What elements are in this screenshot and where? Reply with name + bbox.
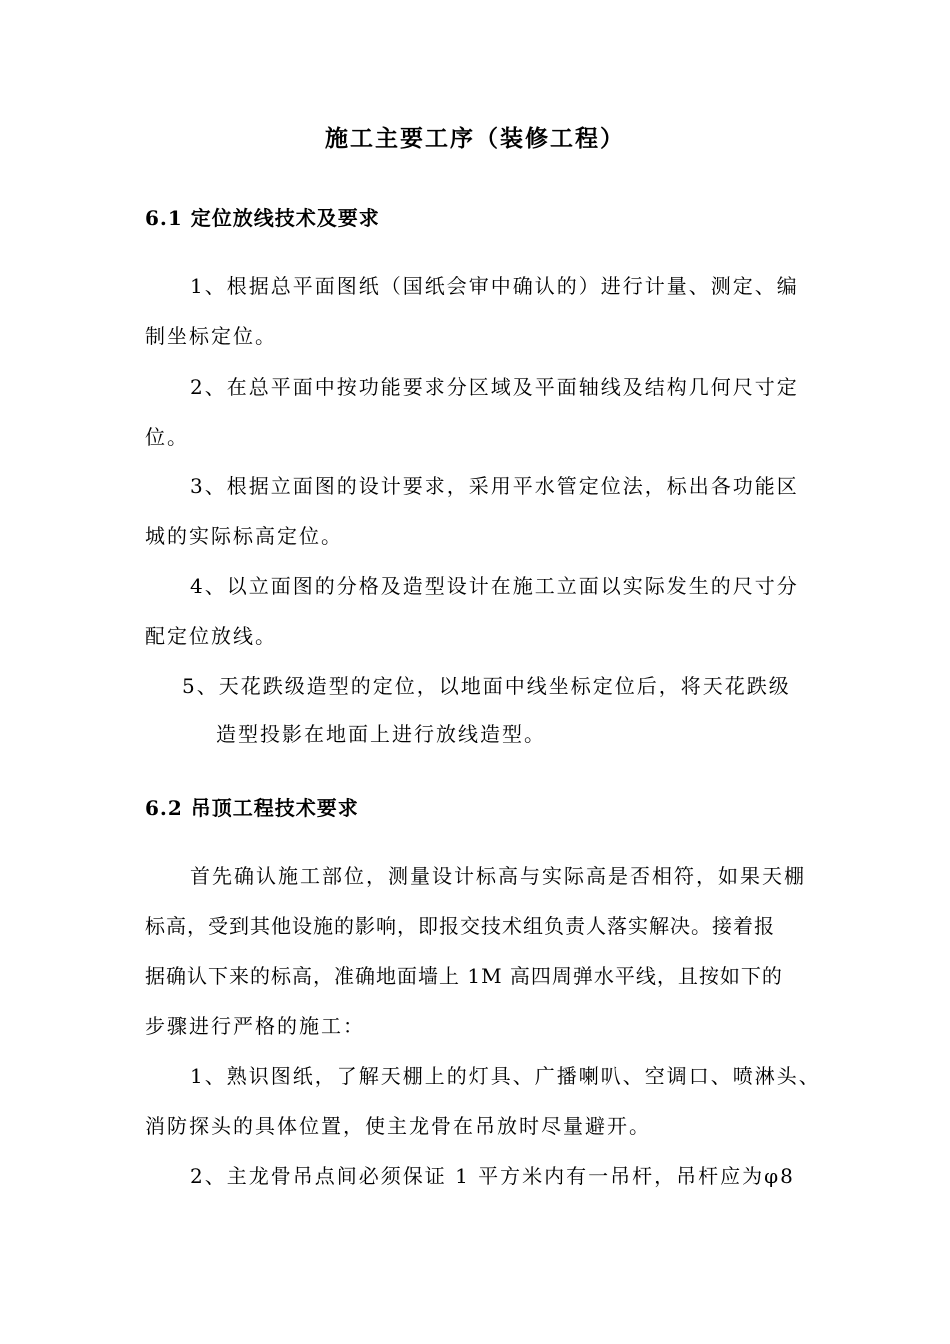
paragraph-line: 步骤进行严格的施工：: [145, 1014, 365, 1038]
paragraph-line: 城的实际标高定位。: [145, 524, 343, 548]
paragraph-line: 3、根据立面图的设计要求，采用平水管定位法，标出各功能区: [190, 474, 799, 498]
paragraph-line: 造型投影在地面上进行放线造型。: [216, 722, 546, 746]
section-heading-6-1: 6.1 定位放线技术及要求: [145, 206, 380, 230]
paragraph-line: 配定位放线。: [145, 624, 277, 648]
paragraph-line: 据确认下来的标高，准确地面墙上 1M 高四周弹水平线，且按如下的: [145, 964, 783, 988]
paragraph-line: 1、根据总平面图纸（国纸会审中确认的）进行计量、测定、编: [190, 274, 799, 298]
paragraph-line: 制坐标定位。: [145, 324, 277, 348]
paragraph-line: 标高，受到其他设施的影响，即报交技术组负责人落实解决。接着报: [145, 914, 775, 938]
paragraph-line: 2、主龙骨吊点间必须保证 1 平方米内有一吊杆，吊杆应为φ8: [190, 1164, 795, 1188]
document-title: 施工主要工序（装修工程）: [325, 125, 625, 152]
paragraph-line: 1、熟识图纸，了解天棚上的灯具、广播喇叭、空调口、喷淋头、: [190, 1064, 821, 1088]
paragraph-line: 位。: [145, 425, 189, 449]
paragraph-line: 4、以立面图的分格及造型设计在施工立面以实际发生的尺寸分: [190, 574, 799, 598]
paragraph-line: 消防探头的具体位置，使主龙骨在吊放时尽量避开。: [145, 1114, 651, 1138]
section-heading-6-2: 6.2 吊顶工程技术要求: [145, 796, 359, 820]
paragraph-line: 首先确认施工部位，测量设计标高与实际高是否相符，如果天棚: [190, 864, 806, 888]
paragraph-line: 2、在总平面中按功能要求分区域及平面轴线及结构几何尺寸定: [190, 375, 799, 399]
paragraph-line: 5、天花跌级造型的定位，以地面中线坐标定位后，将天花跌级: [182, 674, 791, 698]
